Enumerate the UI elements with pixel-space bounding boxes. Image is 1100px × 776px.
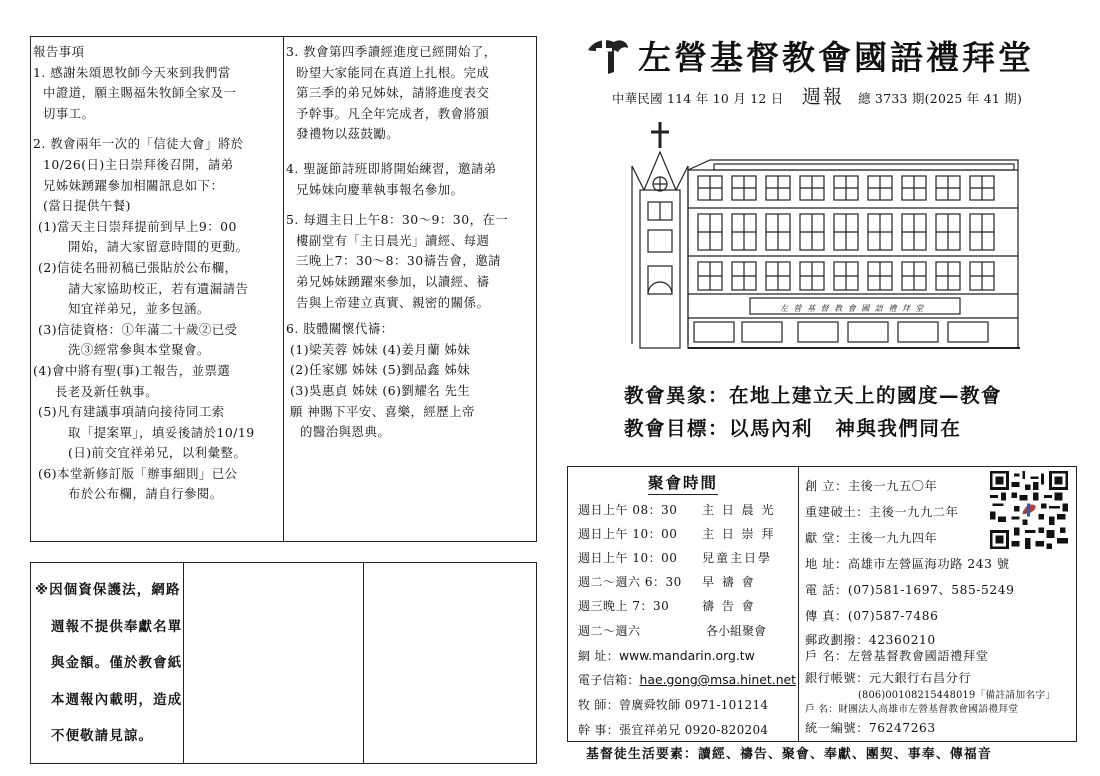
church-goal-label: 教會目標：以馬內利 <box>624 417 814 440</box>
announcement-2-sub-4: (4)會中將有聖(事)工報告，並票選 長老及新任執事。 <box>33 362 231 399</box>
info-bank-name: 戶 名：財團法人高雄市左營基督教會國語禮拜堂 <box>805 704 1019 715</box>
building-window-mullion <box>902 176 926 200</box>
building-window-mullion <box>766 214 790 250</box>
info-founded: 創 立：主後一九五〇年 <box>805 479 938 493</box>
meeting-row: 週日上午 10：00 主 日 崇 拜 <box>578 527 776 541</box>
website-link[interactable]: www.mandarin.org.tw <box>619 648 755 663</box>
meeting-row: 週日上午 08：30 主 日 晨 光 <box>578 503 776 517</box>
info-bank: 銀行帳號：元大銀行右昌分行 <box>805 671 972 685</box>
info-fax: 傳 真：(07)587-7486 <box>805 609 939 623</box>
building-window-mullion <box>834 214 858 250</box>
announcements-left-column <box>33 42 283 505</box>
announcements-title: 報告事項 <box>33 44 85 59</box>
announcements-right-column <box>286 42 535 443</box>
info-phone: 電 話：(07)581-1697、585-5249 <box>805 583 1015 597</box>
email-row: 電子信箱：hae.gong@msa.hinet.net <box>578 672 797 687</box>
building-window-mullion <box>936 176 960 200</box>
building-window-mullion <box>800 262 824 290</box>
info-rebuilt: 重建破土：主後一九九二年 <box>805 505 959 519</box>
info-bank-number: (806)00108215448019「備註請加名字」 <box>858 690 1056 701</box>
building-window-mullion <box>732 176 756 200</box>
meeting-times-title: 聚會時間 <box>648 471 718 495</box>
secretary-contact: 幹 事：張宜祥弟兄 0920-820204 <box>578 723 769 737</box>
meeting-row: 週日上午 10：00 兒童主日學 <box>578 551 773 565</box>
table-divider <box>183 563 184 763</box>
privacy-notice-table <box>30 562 537 764</box>
building-window-mullion <box>970 176 994 200</box>
qr-code-icon[interactable] <box>990 471 1068 549</box>
info-dedicated: 獻 堂：主後一九九四年 <box>805 531 938 545</box>
building-window-mullion <box>868 262 892 290</box>
christian-life-essentials: 基督徒生活要素：讀經、禱告、聚會、奉獻、團契、事奉、傳福音 <box>586 747 992 762</box>
announcement-1: 1. 感謝朱頌恩牧師今天來到我們當 中證道，願主賜福朱牧師全家及一 切事工。 <box>33 64 237 121</box>
building-window-mullion <box>936 262 960 290</box>
church-logo-icon <box>584 36 630 76</box>
building-sign-text: 左 營 基 督 教 會 國 語 禮 拜 堂 <box>780 304 925 313</box>
meeting-row: 週三晚上 7：30 禱 告 會 <box>578 599 756 613</box>
bulletin-dateline <box>612 82 1022 109</box>
church-info-box <box>567 466 1077 742</box>
building-window-mullion <box>868 176 892 200</box>
announcement-2-sub-1: (1)當天主日崇拜提前到早上9：00 開始，請大家留意時間的更動。 <box>38 218 249 255</box>
info-address: 地 址：高雄市左營區海功路 243 號 <box>805 557 1010 571</box>
building-window-mullion <box>902 214 926 250</box>
building-window-mullion <box>698 176 722 200</box>
info-tax-id: 統一編號：76247263 <box>805 721 936 735</box>
announcement-2-sub-2: (2)信徒名冊初稿已張貼於公布欄， 請大家協助校正，若有遺漏請告 知宜祥弟兄，並多包涵。 <box>38 259 249 317</box>
privacy-notice-text: ※因個資保護法，網路 週報不提供奉獻名單 與金額。僅於教會紙 本週報內載明，造成 不便敬請見諒。 <box>35 583 183 744</box>
building-window-mullion <box>834 176 858 200</box>
bulletin-issue: 總 3733 期(2025 年 41 期) <box>858 91 1023 106</box>
building-window-mullion <box>868 214 892 250</box>
announcement-6: 6. 肢體關懷代禱： (1)梁芙蓉 姊妹 (4)姜月蘭 姊妹 (2)任家娜 姊妹 (5)劉品鑫 姊妹 (3)吳惠貞 姊妹 (6)劉耀名 先生 願 神賜下平安、喜樂，經歷上帝 的醫治與恩典。 <box>286 321 475 440</box>
building-window-mullion <box>970 262 994 290</box>
table-divider <box>363 563 364 763</box>
meeting-row: 週二～週六 6：30 早 禱 會 <box>578 575 756 589</box>
church-vision: 教會異象：在地上建立天上的國度—教會 <box>624 384 1003 407</box>
meeting-row: 週二～週六 各小組聚會 <box>578 624 767 638</box>
building-window-mullion <box>698 262 722 290</box>
info-postal-account: 郵政劃撥：42360210 <box>805 633 936 647</box>
info-divider <box>798 467 799 741</box>
announcement-2-sub-3: (3)信徒資格：①年滿二十歲②已受 洗③經常參與本堂聚會。 <box>38 321 238 358</box>
announcement-3: 3. 教會第四季讀經進度已經開始了， 盼望大家能同在真道上扎根。完成 第三季的弟兄姊妹，請將進度表交 予幹事。凡全年完成者，教會將頒 發禮物以茲鼓勵。 <box>286 44 497 142</box>
building-window-mullion <box>800 214 824 250</box>
church-goal <box>624 413 961 441</box>
announcement-4: 4. 聖誕節詩班即將開始練習，邀請弟 兄姊妹向慶華執事報名參加。 <box>286 160 497 197</box>
building-window-mullion <box>766 176 790 200</box>
building-window-mullion <box>936 214 960 250</box>
bulletin-date: 中華民國 114 年 10 月 12 日 <box>612 91 784 106</box>
church-goal-tail: 神與我們同在 <box>835 417 962 440</box>
announcements-column-divider <box>283 37 284 542</box>
announcement-2: 2. 教會兩年一次的「信徒大會」將於 10/26(日)主日崇拜後召開，請弟 兄姊妹踴躍參加相關訊息如下： (當日提供午餐) <box>33 136 244 214</box>
church-name: 左營基督教會國語禮拜堂 <box>638 38 1034 77</box>
announcement-2-sub-6: (6)本堂新修訂版「辦事細則」已公 布於公布欄，請自行參閱。 <box>38 465 238 502</box>
info-postal-name: 戶 名：左營基督教會國語禮拜堂 <box>805 649 989 663</box>
building-window-mullion <box>970 214 994 250</box>
building-window-mullion <box>902 262 926 290</box>
email-link[interactable]: hae.gong@msa.hinet.net <box>639 672 797 687</box>
building-window-mullion <box>732 262 756 290</box>
building-window-mullion <box>766 262 790 290</box>
bulletin-label: 週報 <box>801 86 844 108</box>
building-window-mullion <box>698 214 722 250</box>
announcement-5: 5. 每週主日上午8：30～9：30，在一 樓副堂有「主日晨光」讀經、每週 三晚上7：30～8：30禱告會，邀請 弟兄姊妹踴躍來參加，以讀經、禱 告與上帝建立真實、親密的關係。 <box>286 212 509 310</box>
church-building-illustration <box>630 118 1026 352</box>
building-window-mullion <box>800 176 824 200</box>
building-window-mullion <box>834 262 858 290</box>
announcement-2-sub-5: (5)凡有建議事項請向接待同工索 取「提案單」，填妥後請於10/19 (日)前交宜祥弟兄，以利彙整。 <box>38 404 255 461</box>
building-window-mullion <box>732 214 756 250</box>
pastor-contact: 牧 師：曾廣舜牧師 0971-101214 <box>578 698 769 712</box>
website-row: 網 址：www.mandarin.org.tw <box>578 648 755 663</box>
